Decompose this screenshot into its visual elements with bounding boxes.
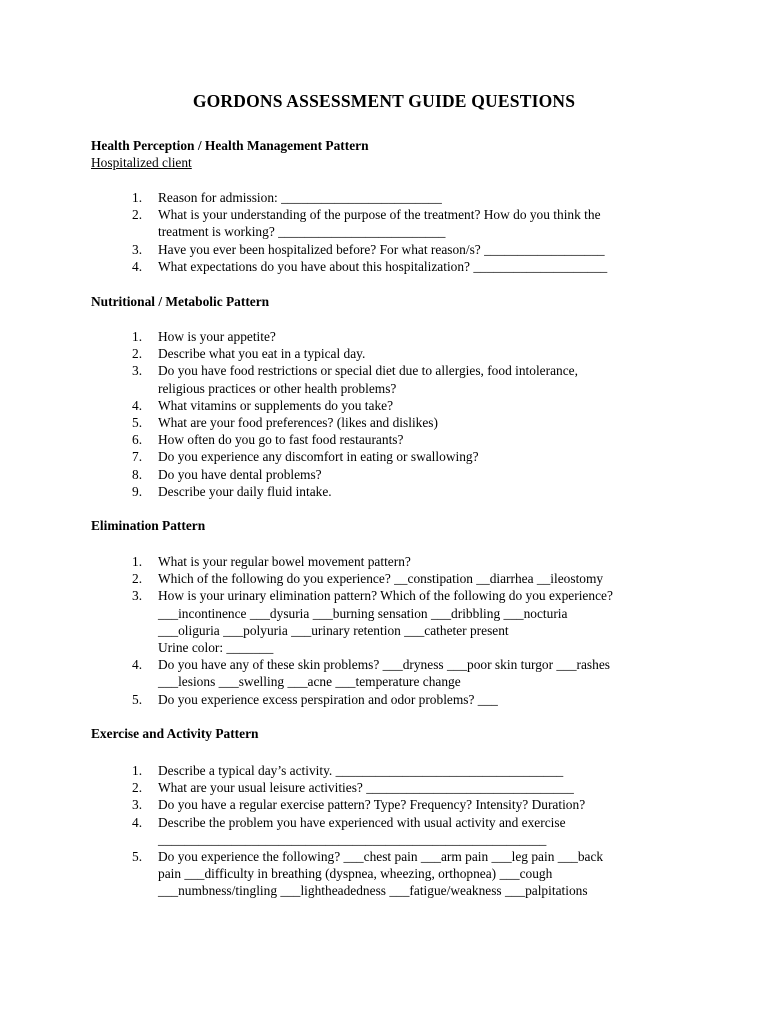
- question-item: [91, 362, 691, 396]
- question-text-line: How often do you go to fast food restaurants?: [158, 432, 404, 448]
- question-number: 4.: [132, 258, 143, 274]
- question-number: 3.: [132, 363, 143, 379]
- question-item: [91, 553, 691, 570]
- question-number: 5.: [132, 415, 143, 431]
- question-item: [91, 848, 691, 900]
- question-item: [91, 570, 691, 587]
- question-item: [91, 483, 691, 500]
- question-text-line: Do you have dental problems?: [158, 466, 322, 482]
- question-number: 3.: [132, 588, 143, 604]
- question-list-nutritional-metabolic: [91, 328, 691, 500]
- question-text-line: pain ___difficulty in breathing (dyspnea, wheezing, orthopnea) ___cough: [158, 866, 553, 882]
- question-number: 1.: [132, 329, 143, 344]
- question-text-line: Describe your daily fluid intake.: [158, 483, 332, 499]
- question-number: 2.: [132, 571, 143, 587]
- question-number: 1.: [132, 554, 143, 569]
- question-text-line: Describe the problem you have experienced with usual activity and exercise: [158, 814, 566, 830]
- question-text-line: How is your appetite?: [158, 329, 276, 344]
- question-text-line: ___oliguria ___polyuria ___urinary retention ___catheter present: [158, 622, 509, 638]
- question-text-line: Have you ever been hospitalized before? For what reason/s? __________________: [158, 241, 605, 257]
- question-text-line: Do you experience excess perspiration and odor problems? ___: [158, 691, 498, 707]
- question-text-line: Reason for admission: ________________________: [158, 190, 442, 205]
- question-text-line: What is your understanding of the purpose of the treatment? How do you think the: [158, 207, 601, 223]
- question-text-line: Do you experience the following? ___chest pain ___arm pain ___leg pain ___back: [158, 849, 604, 865]
- question-text-line: Do you have food restrictions or special diet due to allergies, food intolerance,: [158, 363, 578, 379]
- section-heading-health-perception: Health Perception / Health Management Pattern: [91, 138, 369, 153]
- question-number: 6.: [132, 432, 143, 448]
- question-item: [91, 241, 691, 258]
- question-text-line: Do you experience any discomfort in eating or swallowing?: [158, 449, 479, 465]
- question-number: 5.: [132, 691, 143, 707]
- question-text-line: Describe a typical day’s activity. __________________________________: [158, 763, 564, 778]
- question-item: [91, 762, 691, 779]
- question-text-line: __________________________________________________________: [158, 831, 547, 847]
- question-text-line: religious practices or other health problems?: [158, 380, 397, 396]
- question-number: 5.: [132, 849, 143, 865]
- document-title: GORDONS ASSESSMENT GUIDE QUESTIONS: [192, 91, 576, 111]
- question-text-line: ___lesions ___swelling ___acne ___temperature change: [158, 674, 461, 690]
- question-number: 7.: [132, 449, 143, 465]
- question-item: [91, 258, 691, 275]
- question-text-line: What are your food preferences? (likes and dislikes): [158, 415, 438, 431]
- question-item: [91, 466, 691, 483]
- question-number: 2.: [132, 780, 143, 796]
- question-text-line: What vitamins or supplements do you take?: [158, 397, 394, 413]
- question-item: [91, 779, 691, 796]
- section-heading-elimination: Elimination Pattern: [91, 518, 206, 533]
- question-list-exercise-activity: [91, 762, 691, 900]
- question-item: [91, 397, 691, 414]
- question-item: [91, 431, 691, 448]
- question-list-elimination: [91, 553, 691, 708]
- question-text-line: Do you have a regular exercise pattern? Type? Frequency? Intensity? Duration?: [158, 797, 586, 813]
- question-number: 2.: [132, 346, 143, 362]
- question-item: [91, 814, 691, 848]
- question-text-line: Which of the following do you experience? __constipation __diarrhea __ileostomy: [158, 571, 604, 587]
- question-text-line: What are your usual leisure activities? _______________________________: [158, 780, 574, 796]
- question-text-line: Urine color: _______: [158, 640, 274, 656]
- question-number: 1.: [132, 190, 143, 205]
- question-item: [91, 691, 691, 708]
- question-number: 1.: [132, 763, 143, 778]
- question-item: [91, 414, 691, 431]
- question-item: [91, 189, 691, 206]
- question-item: [91, 448, 691, 465]
- question-number: 4.: [132, 657, 143, 673]
- question-number: 8.: [132, 466, 143, 482]
- section-heading-exercise-activity: Exercise and Activity Pattern: [91, 726, 259, 741]
- question-text-line: Describe what you eat in a typical day.: [158, 346, 366, 362]
- question-item: [91, 587, 691, 656]
- question-number: 3.: [132, 241, 143, 257]
- question-item: [91, 796, 691, 813]
- question-item: [91, 656, 691, 690]
- question-text-line: treatment is working? _________________________: [158, 224, 446, 240]
- question-item: [91, 206, 691, 240]
- question-text-line: Do you have any of these skin problems? ___dryness ___poor skin turgor ___rashes: [158, 657, 610, 673]
- question-text-line: ___numbness/tingling ___lightheadedness ___fatigue/weakness ___palpitations: [158, 883, 588, 899]
- question-number: 9.: [132, 483, 143, 499]
- question-item: [91, 345, 691, 362]
- section-subheading-hospitalized-client: Hospitalized client: [91, 155, 192, 170]
- question-number: 2.: [132, 207, 143, 223]
- question-list-health-perception: [91, 189, 691, 275]
- question-text-line: What is your regular bowel movement pattern?: [158, 554, 411, 569]
- question-item: [91, 328, 691, 345]
- question-text-line: What expectations do you have about this hospitalization? ____________________: [158, 258, 608, 274]
- section-heading-nutritional-metabolic: Nutritional / Metabolic Pattern: [91, 294, 270, 309]
- question-number: 3.: [132, 797, 143, 813]
- question-number: 4.: [132, 814, 143, 830]
- question-text-line: ___incontinence ___dysuria ___burning sensation ___dribbling ___nocturia: [158, 605, 568, 621]
- question-number: 4.: [132, 397, 143, 413]
- question-text-line: How is your urinary elimination pattern? Which of the following do you experience?: [158, 588, 613, 604]
